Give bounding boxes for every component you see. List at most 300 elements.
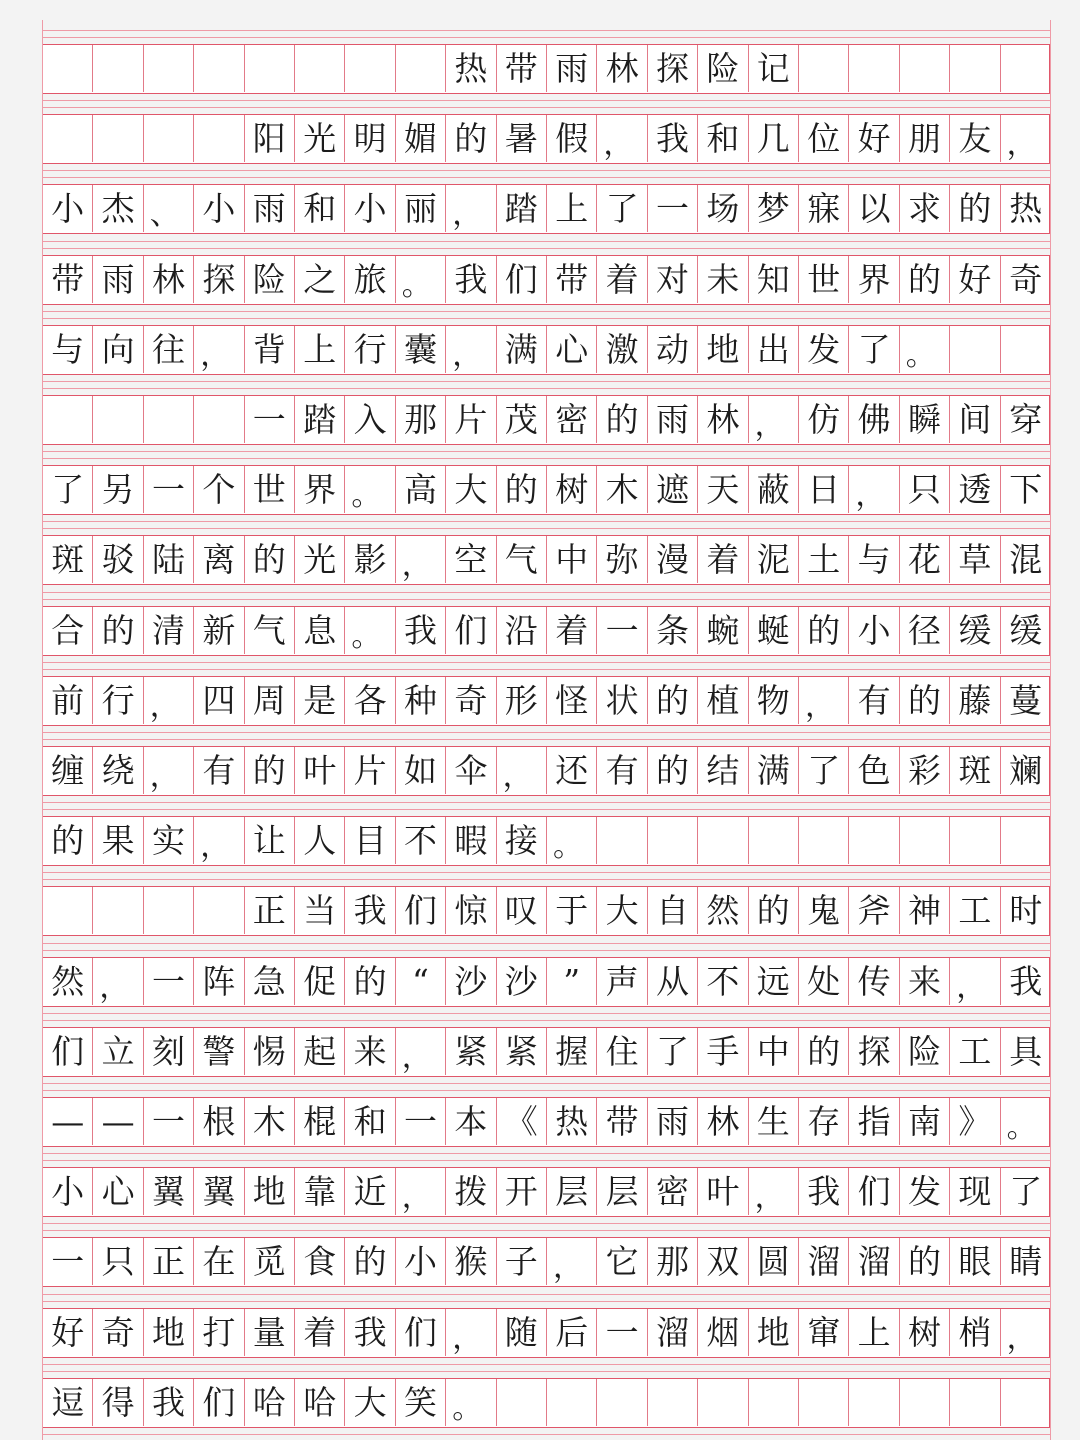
grid-cell: 与 xyxy=(849,536,899,583)
grid-cell: 远 xyxy=(749,958,799,1005)
grid-cell xyxy=(799,1379,849,1426)
grid-cell: 在 xyxy=(194,1238,244,1285)
grid-cell xyxy=(144,115,194,162)
grid-cell: 媚 xyxy=(396,115,446,162)
gap-line xyxy=(42,1371,1050,1372)
grid-cell: 茂 xyxy=(497,396,547,443)
grid-cell: 正 xyxy=(245,887,295,934)
grid-cell: 正 xyxy=(144,1238,194,1285)
grid-cell: 的 xyxy=(245,536,295,583)
grid-cell: 场 xyxy=(698,185,748,232)
grid-cell: 斧 xyxy=(849,887,899,934)
grid-cell: 踏 xyxy=(497,185,547,232)
grid-cell: 哈 xyxy=(295,1379,345,1426)
grid-cell: 来 xyxy=(345,1028,395,1075)
grid-cell: 从 xyxy=(648,958,698,1005)
grid-cell: 靠 xyxy=(295,1168,345,1215)
grid-cell: 激 xyxy=(597,326,647,373)
grid-cell: 满 xyxy=(749,747,799,794)
grid-cell: 现 xyxy=(950,1168,1000,1215)
grid-cell: 促 xyxy=(295,958,345,1005)
grid-cell: 佛 xyxy=(849,396,899,443)
grid-cell: 朋 xyxy=(900,115,950,162)
grid-cell: 前 xyxy=(43,677,93,724)
grid-cell: 带 xyxy=(43,256,93,303)
gap-line xyxy=(42,1223,1050,1224)
grid-cell: 向 xyxy=(93,326,143,373)
grid-cell: 混 xyxy=(1009,540,1043,580)
grid-cell: 哈 xyxy=(245,1379,295,1426)
grid-cell: 蔽 xyxy=(749,466,799,513)
grid-cell xyxy=(597,817,647,864)
grid-row xyxy=(42,395,1050,445)
grid-cell: 猴 xyxy=(446,1238,496,1285)
grid-cell: 求 xyxy=(900,185,950,232)
grid-cell: ， xyxy=(446,326,496,373)
grid-cell: 奇 xyxy=(446,677,496,724)
grid-cell: 一 xyxy=(648,185,698,232)
grid-cell: 窜 xyxy=(799,1309,849,1356)
grid-cell: 地 xyxy=(144,1309,194,1356)
grid-cell: 我 xyxy=(144,1379,194,1426)
grid-cell: 下 xyxy=(1009,470,1043,510)
grid-cell: 有 xyxy=(849,677,899,724)
grid-cell: 木 xyxy=(245,1098,295,1145)
grid-cell: 好 xyxy=(43,1309,93,1356)
grid-cell: 的 xyxy=(900,1238,950,1285)
grid-cell: 陆 xyxy=(144,536,194,583)
grid-cell: 沙 xyxy=(497,958,547,1005)
grid-cell: 树 xyxy=(547,466,597,513)
grid-cell: 发 xyxy=(799,326,849,373)
grid-cell xyxy=(43,45,93,92)
grid-cell: 然 xyxy=(698,887,748,934)
grid-cell: 热 xyxy=(1009,189,1043,229)
grid-cell: ， xyxy=(749,1168,799,1215)
grid-cell: ， xyxy=(597,115,647,162)
grid-cell: 对 xyxy=(648,256,698,303)
grid-cell xyxy=(43,396,93,443)
gap-line xyxy=(42,248,1050,249)
grid-cell: ， xyxy=(950,958,1000,1005)
grid-cell: 溜 xyxy=(799,1238,849,1285)
grid-cell xyxy=(849,1379,899,1426)
grid-cell: 蜒 xyxy=(749,607,799,654)
grid-cell: 小 xyxy=(194,185,244,232)
grid-cell: 的 xyxy=(345,1238,395,1285)
grid-cell: 的 xyxy=(648,747,698,794)
grid-cell: 的 xyxy=(648,677,698,724)
grid-cell: 明 xyxy=(345,115,395,162)
grid-cell: 打 xyxy=(194,1309,244,1356)
grid-cell: 惊 xyxy=(446,887,496,934)
gap-line xyxy=(42,107,1050,108)
grid-cell: 林 xyxy=(698,396,748,443)
grid-cell xyxy=(849,45,899,92)
grid-cell: 气 xyxy=(245,607,295,654)
grid-cell: 传 xyxy=(849,958,899,1005)
grid-cell: 密 xyxy=(547,396,597,443)
grid-cell: 我 xyxy=(345,887,395,934)
grid-cell: 根 xyxy=(194,1098,244,1145)
grid-cell: 色 xyxy=(849,747,899,794)
grid-cell xyxy=(799,817,849,864)
grid-row xyxy=(42,1167,1050,1217)
gap-line xyxy=(42,100,1050,101)
grid-cell: 近 xyxy=(345,1168,395,1215)
grid-cell: 另 xyxy=(93,466,143,513)
grid-cell: 旅 xyxy=(345,256,395,303)
grid-cell: ” xyxy=(547,958,597,1005)
grid-cell: 溜 xyxy=(648,1309,698,1356)
grid-cell xyxy=(749,817,799,864)
grid-cell: 的 xyxy=(43,817,93,864)
grid-cell: 小 xyxy=(345,185,395,232)
grid-cell: 踏 xyxy=(295,396,345,443)
grid-cell: 我 xyxy=(396,607,446,654)
grid-cell: 握 xyxy=(547,1028,597,1075)
grid-cell: 一 xyxy=(597,607,647,654)
grid-cell: 林 xyxy=(144,256,194,303)
grid-cell: 们 xyxy=(396,1309,446,1356)
grid-cell: ， xyxy=(497,747,547,794)
grid-cell: 那 xyxy=(396,396,446,443)
grid-cell: 热 xyxy=(547,1098,597,1145)
grid-cell: 杰 xyxy=(93,185,143,232)
grid-cell: 了 xyxy=(597,185,647,232)
grid-cell: 奇 xyxy=(93,1309,143,1356)
grid-cell: 一 xyxy=(144,958,194,1005)
grid-cell: 、 xyxy=(144,185,194,232)
grid-cell: 了 xyxy=(43,466,93,513)
grid-cell: 丽 xyxy=(396,185,446,232)
grid-row xyxy=(42,746,1050,796)
gap-line xyxy=(42,170,1050,171)
grid-cell: 烟 xyxy=(698,1309,748,1356)
grid-cell xyxy=(1001,817,1051,864)
grid-cell: 了 xyxy=(799,747,849,794)
grid-cell: 日 xyxy=(799,466,849,513)
grid-cell: 上 xyxy=(295,326,345,373)
grid-cell: 紧 xyxy=(497,1028,547,1075)
gap-line xyxy=(42,451,1050,452)
grid-cell xyxy=(799,45,849,92)
grid-cell: 界 xyxy=(849,256,899,303)
grid-cell xyxy=(194,115,244,162)
grid-cell: 好 xyxy=(849,115,899,162)
grid-cell: 暇 xyxy=(446,817,496,864)
grid-cell: 的 xyxy=(749,887,799,934)
grid-cell xyxy=(1001,326,1051,373)
grid-cell: 一 xyxy=(245,396,295,443)
grid-cell: 手 xyxy=(698,1028,748,1075)
grid-cell: 雨 xyxy=(648,396,698,443)
grid-cell: 雨 xyxy=(648,1098,698,1145)
grid-cell: 笑 xyxy=(396,1379,446,1426)
grid-cell: ， xyxy=(396,1028,446,1075)
grid-cell: ， xyxy=(144,747,194,794)
grid-cell: 影 xyxy=(345,536,395,583)
grid-cell: 离 xyxy=(194,536,244,583)
gap-line xyxy=(42,318,1050,319)
grid-cell: 位 xyxy=(799,115,849,162)
grid-cell: 仿 xyxy=(799,396,849,443)
gap-line xyxy=(42,458,1050,459)
grid-cell: 果 xyxy=(93,817,143,864)
grid-cell: 入 xyxy=(345,396,395,443)
grid-cell: “ xyxy=(396,958,446,1005)
grid-cell xyxy=(950,1379,1000,1426)
grid-cell: ， xyxy=(93,958,143,1005)
grid-cell: 自 xyxy=(648,887,698,934)
grid-cell: 的 xyxy=(799,607,849,654)
grid-cell: 物 xyxy=(749,677,799,724)
grid-cell: 棍 xyxy=(295,1098,345,1145)
grid-cell: 世 xyxy=(245,466,295,513)
grid-cell xyxy=(547,1379,597,1426)
grid-cell xyxy=(900,1379,950,1426)
gap-line xyxy=(42,732,1050,733)
gap-line xyxy=(42,1083,1050,1084)
grid-cell: ， xyxy=(1006,1320,1037,1356)
grid-cell: 高 xyxy=(396,466,446,513)
grid-cell: 上 xyxy=(849,1309,899,1356)
grid-cell xyxy=(950,817,1000,864)
grid-cell: 小 xyxy=(43,1168,93,1215)
grid-cell: 那 xyxy=(648,1238,698,1285)
grid-cell: 得 xyxy=(93,1379,143,1426)
grid-cell: ， xyxy=(749,396,799,443)
grid-cell: 行 xyxy=(345,326,395,373)
grid-cell: 蔓 xyxy=(1009,680,1043,720)
grid-cell xyxy=(749,1379,799,1426)
grid-cell: 梢 xyxy=(950,1309,1000,1356)
gap-line xyxy=(42,1090,1050,1091)
gap-line xyxy=(42,1301,1050,1302)
grid-cell: 目 xyxy=(345,817,395,864)
grid-cell: 林 xyxy=(698,1098,748,1145)
grid-cell: 缓 xyxy=(1009,610,1043,650)
grid-cell: — xyxy=(93,1098,143,1145)
grid-cell: 几 xyxy=(749,115,799,162)
grid-cell: 立 xyxy=(93,1028,143,1075)
grid-cell: 溜 xyxy=(849,1238,899,1285)
grid-cell: 一 xyxy=(144,1098,194,1145)
gap-line xyxy=(42,739,1050,740)
grid-cell xyxy=(295,45,345,92)
grid-cell: 还 xyxy=(547,747,597,794)
grid-cell: 密 xyxy=(648,1168,698,1215)
grid-cell xyxy=(1001,1379,1051,1426)
gap-line xyxy=(42,943,1050,944)
grid-cell: 伞 xyxy=(446,747,496,794)
grid-cell: 弥 xyxy=(597,536,647,583)
grid-row xyxy=(42,676,1050,726)
grid-cell: 只 xyxy=(93,1238,143,1285)
grid-cell xyxy=(497,1379,547,1426)
grid-cell: 清 xyxy=(144,607,194,654)
grid-cell: 满 xyxy=(497,326,547,373)
grid-cell xyxy=(1001,45,1051,92)
grid-cell: 工 xyxy=(950,1028,1000,1075)
grid-cell: 实 xyxy=(144,817,194,864)
grid-cell: 我 xyxy=(648,115,698,162)
grid-cell: 人 xyxy=(295,817,345,864)
grid-cell: 探 xyxy=(849,1028,899,1075)
grid-cell: 与 xyxy=(43,326,93,373)
grid-cell: 中 xyxy=(547,536,597,583)
grid-cell: 和 xyxy=(345,1098,395,1145)
grid-cell xyxy=(648,1379,698,1426)
grid-cell: ， xyxy=(144,677,194,724)
grid-cell xyxy=(93,45,143,92)
grid-cell: 光 xyxy=(295,115,345,162)
grid-cell: 存 xyxy=(799,1098,849,1145)
grid-cell: 地 xyxy=(245,1168,295,1215)
grid-cell: 心 xyxy=(93,1168,143,1215)
grid-cell: 惕 xyxy=(245,1028,295,1075)
grid-cell: 我 xyxy=(446,256,496,303)
grid-cell: 处 xyxy=(799,958,849,1005)
grid-cell: 《 xyxy=(497,1098,547,1145)
grid-cell: 让 xyxy=(245,817,295,864)
grid-cell: 的 xyxy=(345,958,395,1005)
grid-cell: 形 xyxy=(497,677,547,724)
grid-row xyxy=(42,1097,1050,1147)
gap-line xyxy=(42,1294,1050,1295)
grid-cell: 漫 xyxy=(648,536,698,583)
grid-cell: 带 xyxy=(497,45,547,92)
grid-cell: 缓 xyxy=(950,607,1000,654)
grid-cell: 林 xyxy=(597,45,647,92)
grid-cell: 四 xyxy=(194,677,244,724)
grid-cell: ， xyxy=(849,466,899,513)
grid-cell xyxy=(900,45,950,92)
grid-cell: ， xyxy=(194,326,244,373)
grid-cell xyxy=(950,326,1000,373)
gap-line xyxy=(42,1230,1050,1231)
grid-cell: 。 xyxy=(345,466,395,513)
grid-cell: 空 xyxy=(446,536,496,583)
grid-row xyxy=(42,886,1050,936)
grid-row xyxy=(42,957,1050,1007)
grid-cell: 量 xyxy=(245,1309,295,1356)
gap-line xyxy=(42,1364,1050,1365)
grid-cell xyxy=(245,45,295,92)
grid-cell: ， xyxy=(446,185,496,232)
grid-cell: 的 xyxy=(497,466,547,513)
grid-cell xyxy=(950,45,1000,92)
grid-cell: 条 xyxy=(648,607,698,654)
grid-cell: 友 xyxy=(950,115,1000,162)
grid-cell: 光 xyxy=(295,536,345,583)
grid-cell: 不 xyxy=(698,958,748,1005)
grid-cell: 时 xyxy=(1009,891,1043,931)
grid-cell: 的 xyxy=(446,115,496,162)
grid-cell: 然 xyxy=(43,958,93,1005)
grid-cell: 背 xyxy=(245,326,295,373)
grid-row xyxy=(42,465,1050,515)
grid-cell: 了 xyxy=(849,326,899,373)
grid-cell: 绕 xyxy=(93,747,143,794)
gap-line xyxy=(42,879,1050,880)
grid-cell: 叹 xyxy=(497,887,547,934)
grid-cell: 世 xyxy=(799,256,849,303)
grid-cell: 的 xyxy=(245,747,295,794)
grid-cell xyxy=(43,887,93,934)
grid-cell: 。 xyxy=(396,256,446,303)
grid-cell: 热 xyxy=(446,45,496,92)
grid-cell: 双 xyxy=(698,1238,748,1285)
grid-cell: 的 xyxy=(597,396,647,443)
grid-cell: 。 xyxy=(900,326,950,373)
grid-cell: 带 xyxy=(547,256,597,303)
grid-cell: 觅 xyxy=(245,1238,295,1285)
gap-line xyxy=(42,802,1050,803)
gap-line xyxy=(42,950,1050,951)
grid-cell: 拨 xyxy=(446,1168,496,1215)
grid-cell: 片 xyxy=(446,396,496,443)
grid-cell: 带 xyxy=(597,1098,647,1145)
grid-cell: 。 xyxy=(446,1379,496,1426)
grid-cell xyxy=(648,817,698,864)
grid-cell: 中 xyxy=(749,1028,799,1075)
grid-cell xyxy=(849,817,899,864)
grid-cell: 小 xyxy=(396,1238,446,1285)
grid-cell: 心 xyxy=(547,326,597,373)
grid-cell: 驳 xyxy=(93,536,143,583)
grid-cell: 大 xyxy=(345,1379,395,1426)
grid-cell: 一 xyxy=(597,1309,647,1356)
grid-cell: 。 xyxy=(1006,1110,1037,1145)
grid-cell: 指 xyxy=(849,1098,899,1145)
grid-cell: 动 xyxy=(648,326,698,373)
grid-cell: 的 xyxy=(950,185,1000,232)
grid-row xyxy=(42,1308,1050,1358)
gap-line xyxy=(42,311,1050,312)
grid-cell: 只 xyxy=(900,466,950,513)
grid-cell: 植 xyxy=(698,677,748,724)
grid-cell: 往 xyxy=(144,326,194,373)
grid-cell: 食 xyxy=(295,1238,345,1285)
grid-cell: 地 xyxy=(749,1309,799,1356)
grid-cell: 们 xyxy=(497,256,547,303)
grid-cell: 瞬 xyxy=(900,396,950,443)
grid-cell: 各 xyxy=(345,677,395,724)
grid-cell: 彩 xyxy=(900,747,950,794)
grid-cell: 记 xyxy=(749,45,799,92)
grid-cell: 本 xyxy=(446,1098,496,1145)
grid-cell: ， xyxy=(194,817,244,864)
gap-line xyxy=(42,528,1050,529)
grid-row xyxy=(42,1378,1050,1428)
gap-line xyxy=(42,1013,1050,1014)
grid-cell: 鬼 xyxy=(799,887,849,934)
gap-line xyxy=(42,37,1050,38)
grid-row xyxy=(42,816,1050,866)
grid-cell: 翼 xyxy=(194,1168,244,1215)
grid-cell: 住 xyxy=(597,1028,647,1075)
grid-cell: 知 xyxy=(749,256,799,303)
grid-cell: 们 xyxy=(194,1379,244,1426)
margin-line xyxy=(1050,20,1051,1440)
grid-cell: 和 xyxy=(698,115,748,162)
grid-cell: 它 xyxy=(597,1238,647,1285)
grid-cell: 奇 xyxy=(1009,259,1043,299)
grid-cell xyxy=(900,817,950,864)
grid-cell: 雨 xyxy=(547,45,597,92)
grid-cell: 寐 xyxy=(799,185,849,232)
